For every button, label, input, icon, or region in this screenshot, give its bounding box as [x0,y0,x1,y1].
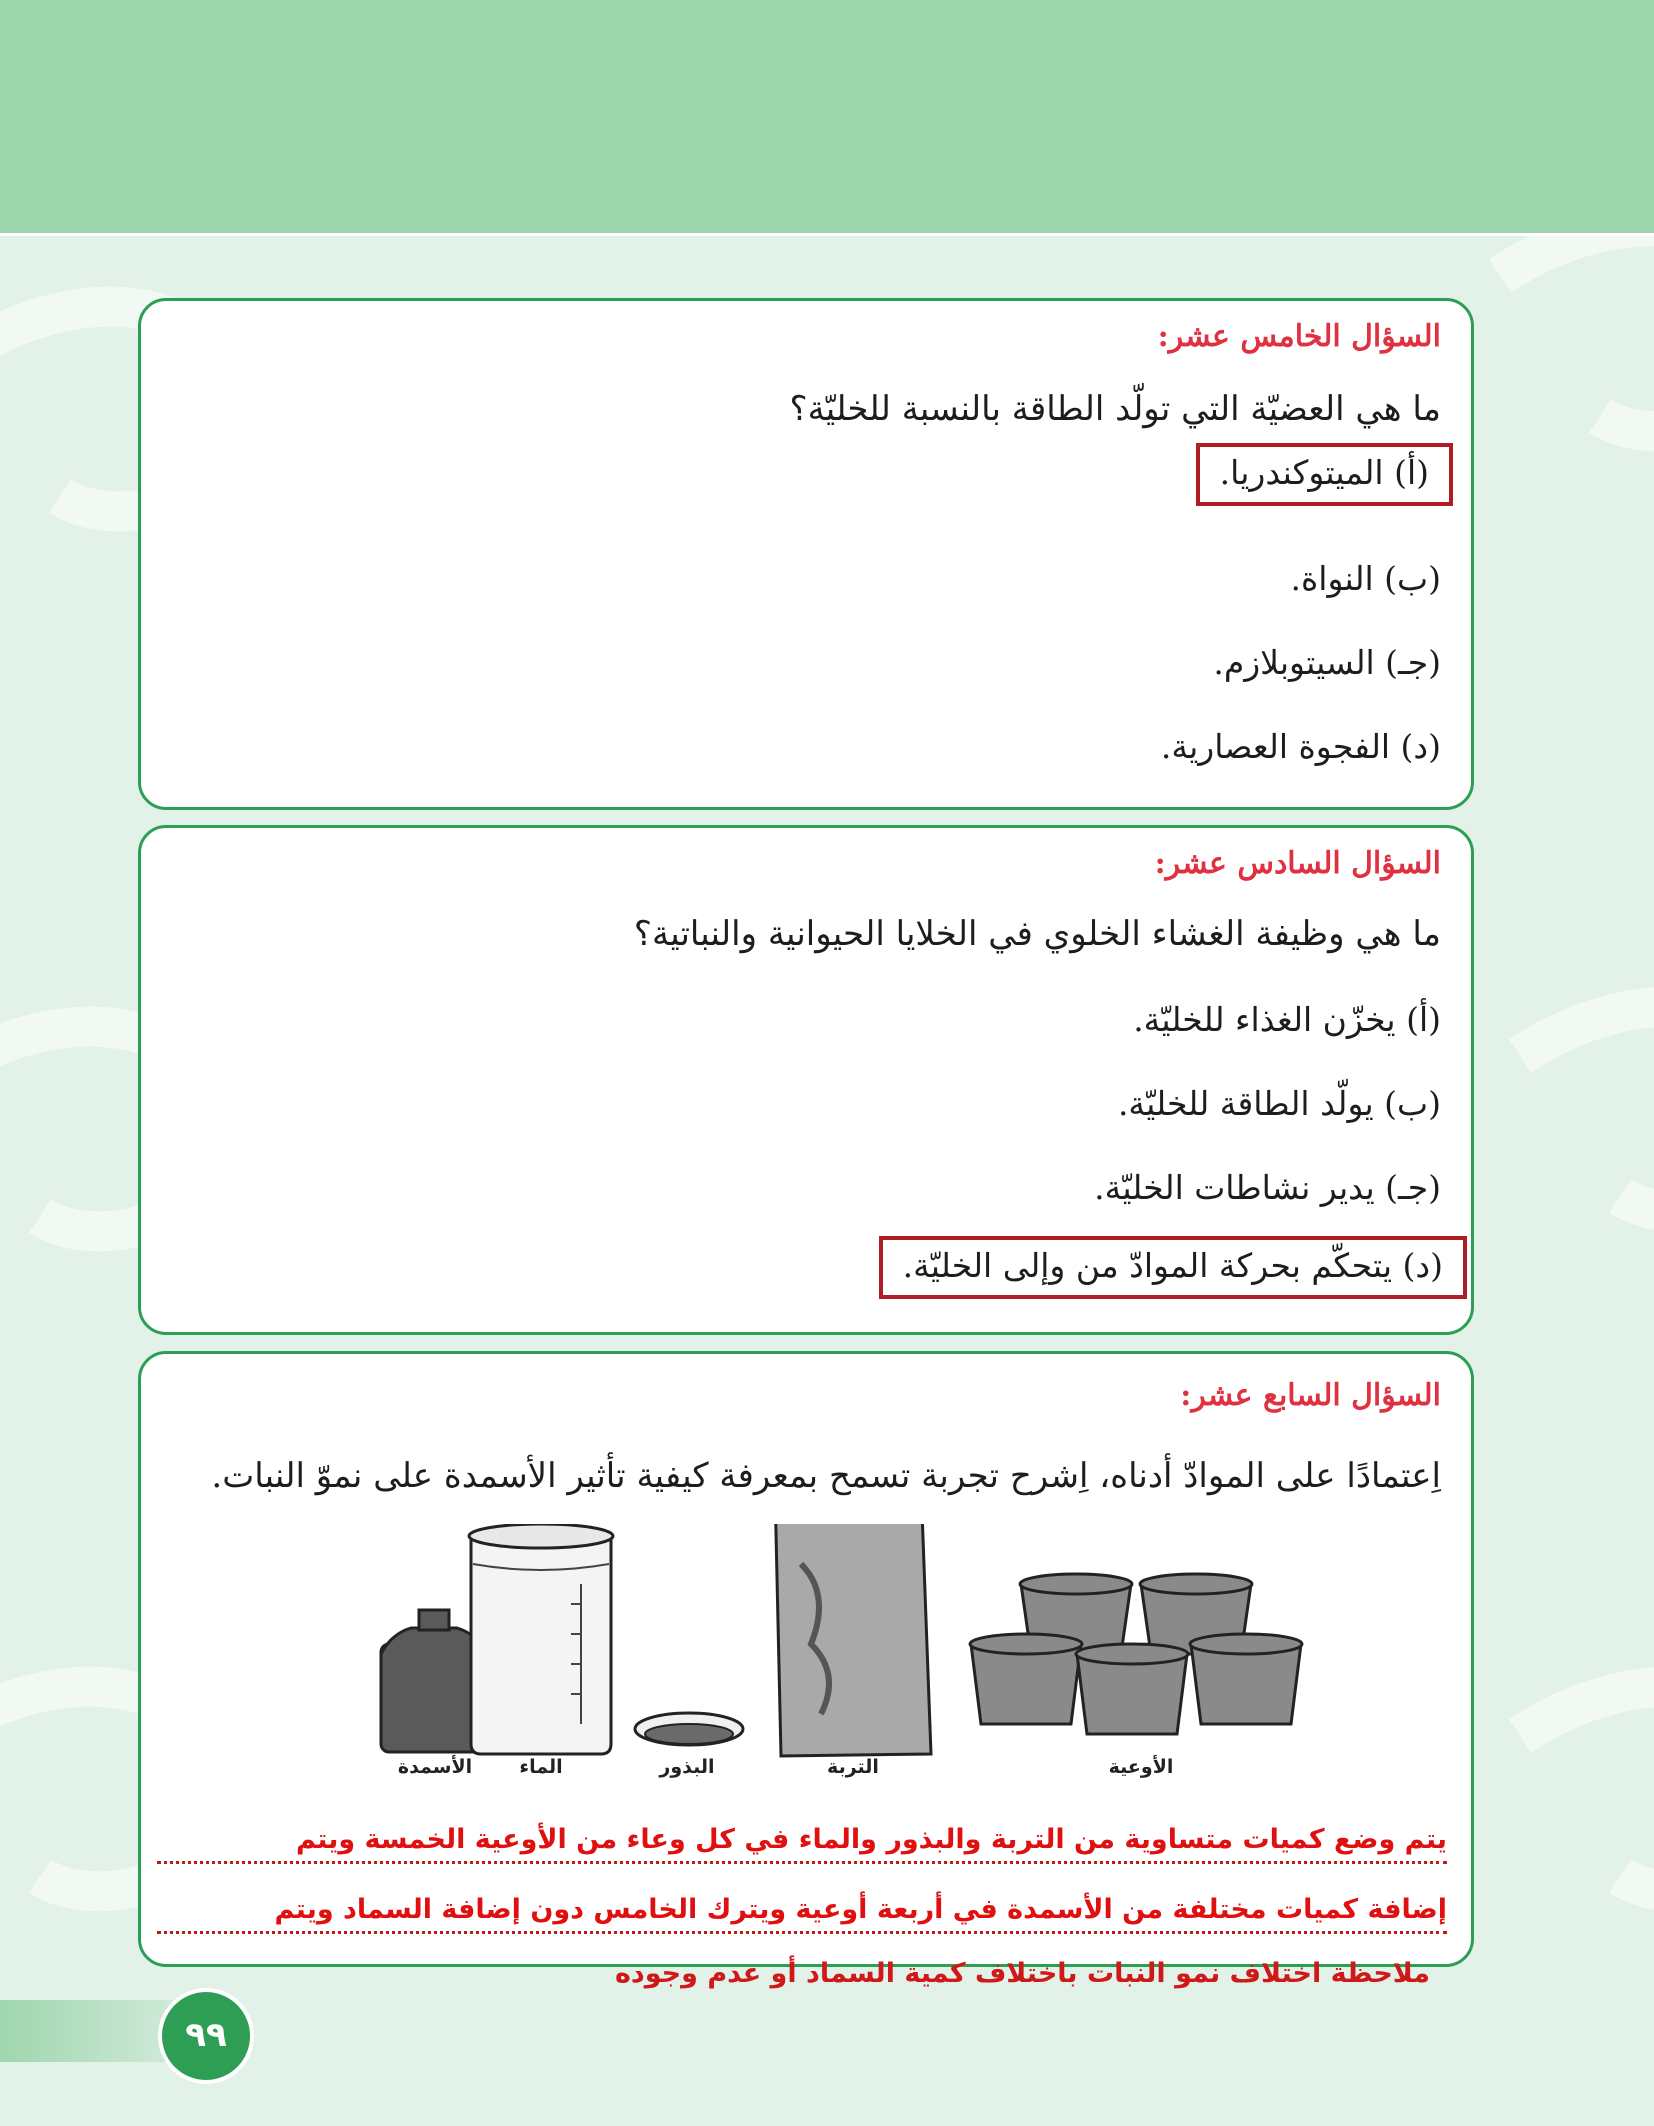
answer-line-3: ملاحظة اختلاف نمو النبات باختلاف كمية السماد أو عدم وجوده [614,1958,1430,1989]
seed-dish-icon [635,1713,743,1745]
q16-option-c[interactable]: (جـ) يدير نشاطات الخليّة. [1094,1168,1441,1207]
question-15-text: ما هي العضيّة التي تولّد الطاقة بالنسبة للخليّة؟ [789,389,1441,429]
soil-bag-icon [775,1524,931,1756]
q15-option-d[interactable]: (د) الفجوة العصارية. [1160,727,1441,766]
material-label-fertilizer: الأسمدة [397,1756,473,1778]
q16-option-b[interactable]: (ب) يولّد الطاقة للخليّة. [1117,1084,1441,1123]
material-label-seeds: البذور [659,1756,715,1778]
question-16-card [138,825,1474,1335]
question-16-title: السؤال السادس عشر: [1154,846,1441,881]
question-16-text: ما هي وظيفة الغشاء الخلوي في الخلايا الحيوانية والنباتية؟ [633,914,1441,954]
page-number: ٩٩ [158,1988,254,2084]
materials-illustration [141,1524,1477,1764]
material-label-water: الماء [519,1756,563,1778]
question-17-text: اِعتمادًا على الموادّ أدناه، اِشرح تجربة تسمح بمعرفة كيفية تأثير الأسمدة على نموّ النبات. [211,1456,1441,1496]
material-label-soil: التربة [827,1756,879,1778]
answer-line-1: يتم وضع كميات متساوية من التربة والبذور والماء في كل وعاء من الأوعية الخمسة ويتم [157,1824,1447,1864]
q15-option-a-selected[interactable]: (أ) الميتوكندريا. [1196,443,1453,506]
header-band [0,0,1654,236]
material-label-pots: الأوعية [1108,1756,1174,1778]
q15-option-b[interactable]: (ب) النواة. [1290,559,1441,598]
question-15-title: السؤال الخامس عشر: [1157,319,1441,354]
q16-option-d-selected[interactable]: (د) يتحكّم بحركة الموادّ من وإلى الخليّة. [879,1236,1467,1299]
q15-option-c[interactable]: (جـ) السيتوبلازم. [1213,643,1441,682]
question-17-title: السؤال السابع عشر: [1180,1378,1441,1413]
answer-line-2: إضافة كميات مختلفة من الأسمدة في أربعة أوعية ويترك الخامس دون إضافة السماد ويتم [157,1894,1447,1934]
q16-option-a[interactable]: (أ) يخزّن الغذاء للخليّة. [1133,1000,1441,1039]
question-15-card [138,298,1474,810]
question-17-card [138,1351,1474,1967]
pots-icon [970,1574,1302,1734]
water-beaker-icon [469,1524,613,1754]
